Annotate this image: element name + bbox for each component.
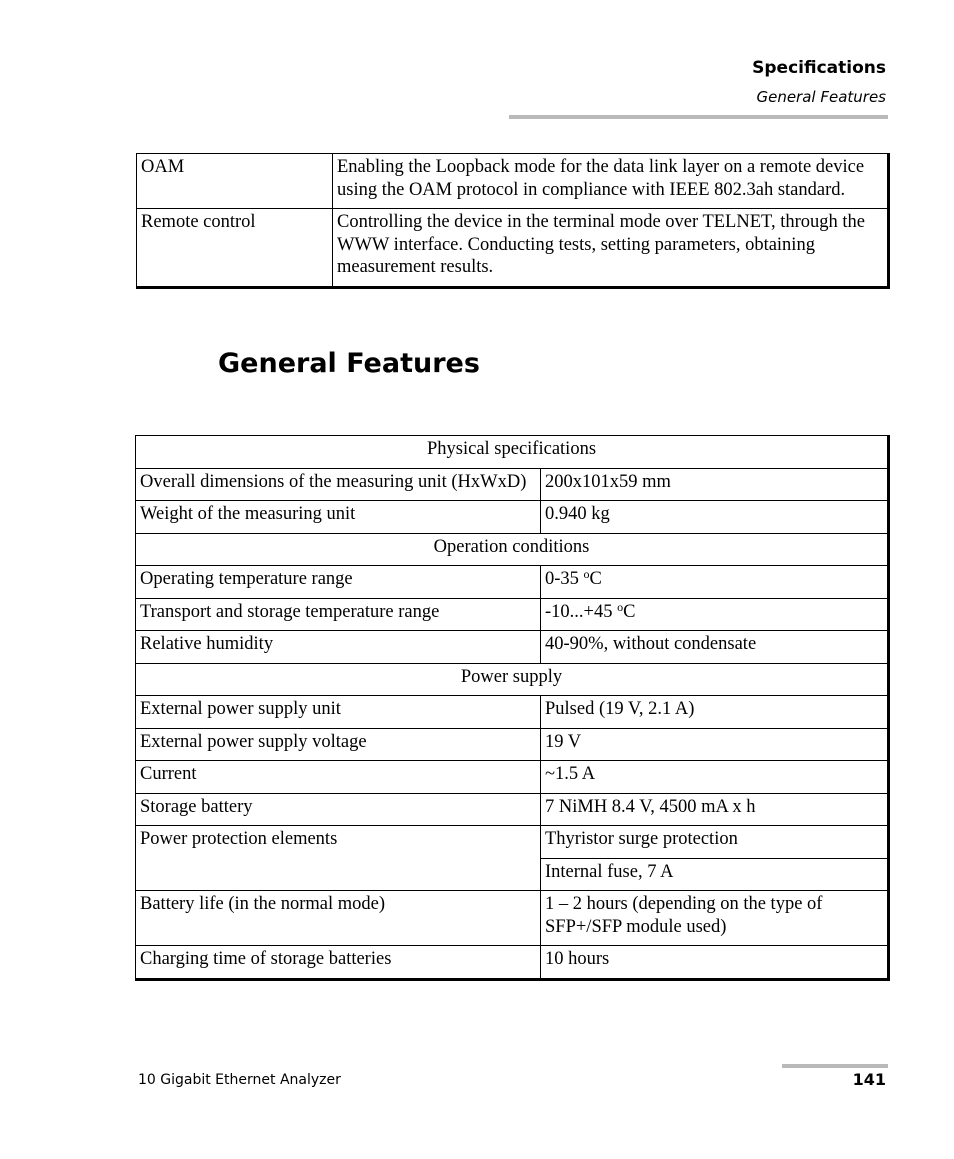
- table-row: [136, 696, 889, 729]
- table-row: [136, 728, 889, 761]
- table-group-header: [136, 663, 889, 696]
- operating-temperature-cell: [541, 566, 889, 599]
- external-power-unit-value: Pulsed (19 V, 2.1 A): [541, 696, 889, 729]
- battery-life-value: 1 – 2 hours (depending on the type of SFP+/SFP module used): [541, 891, 889, 946]
- transport-temperature-value: -10...+45: [545, 601, 613, 622]
- celsius-unit: C: [589, 569, 602, 589]
- table-row: [137, 209, 889, 288]
- table-group-header: [136, 436, 889, 469]
- transport-temperature-cell: [541, 598, 889, 631]
- table-row: [137, 154, 889, 209]
- physical-specifications-header: Physical specifications: [136, 436, 889, 469]
- operation-conditions-header: Operation conditions: [136, 533, 889, 566]
- general-features-table: [135, 435, 890, 981]
- external-power-unit-label: External power supply unit: [136, 696, 541, 729]
- charging-time-value: 10 hours: [541, 946, 889, 980]
- section-heading: General Features: [218, 348, 480, 379]
- storage-battery-label: Storage battery: [136, 793, 541, 826]
- transport-temperature-label: Transport and storage temperature range: [136, 598, 541, 631]
- degree-symbol: o: [617, 599, 624, 614]
- storage-battery-value: 7 NiMH 8.4 V, 4500 mA x h: [541, 793, 889, 826]
- table-row: [136, 631, 889, 664]
- table-row: [136, 501, 889, 534]
- table-row: [136, 761, 889, 794]
- degree-symbol: o: [583, 567, 590, 581]
- external-voltage-label: External power supply voltage: [136, 728, 541, 761]
- humidity-label: Relative humidity: [136, 631, 541, 664]
- feature-description: Enabling the Loopback mode for the data link layer on a remote device using the OAM protocol in compliance with IEEE 802.3ah standard.: [333, 154, 889, 209]
- weight-value: 0.940 kg: [541, 501, 889, 534]
- charging-time-label: Charging time of storage batteries: [136, 946, 541, 980]
- table-row: [136, 468, 889, 501]
- dimensions-label: Overall dimensions of the measuring unit (HxWxD): [136, 468, 541, 501]
- current-value: ~1.5 A: [541, 761, 889, 794]
- battery-life-label: Battery life (in the normal mode): [136, 891, 541, 946]
- table-row: [136, 826, 889, 859]
- feature-name: OAM: [137, 154, 333, 209]
- footer-divider: [782, 1064, 888, 1068]
- power-protection-label: Power protection elements: [136, 826, 541, 891]
- page-number: 141: [852, 1070, 886, 1089]
- operating-temperature-label: Operating temperature range: [136, 566, 541, 599]
- current-label: Current: [136, 761, 541, 794]
- feature-name: Remote control: [137, 209, 333, 288]
- feature-description: Controlling the device in the terminal mode over TELNET, through the WWW interface. Conducting tests, setting parameters, obtaining measurement results.: [333, 209, 889, 288]
- power-protection-value: Thyristor surge protection: [541, 826, 889, 859]
- running-header-section: General Features: [756, 88, 886, 106]
- table-row: [136, 566, 889, 599]
- power-protection-value: Internal fuse, 7 A: [541, 858, 889, 891]
- continued-features-table: [136, 153, 890, 289]
- table-row: [136, 598, 889, 631]
- table-row: [136, 891, 889, 946]
- power-supply-header: Power supply: [136, 663, 889, 696]
- celsius-unit: C: [623, 601, 636, 622]
- table-row: [136, 793, 889, 826]
- footer-product-name: 10 Gigabit Ethernet Analyzer: [138, 1072, 341, 1088]
- table-row: [136, 946, 889, 980]
- humidity-value: 40-90%, without condensate: [541, 631, 889, 664]
- header-divider: [509, 115, 888, 119]
- external-voltage-value: 19 V: [541, 728, 889, 761]
- dimensions-value: 200x101x59 mm: [541, 468, 889, 501]
- operating-temperature-value: 0-35: [545, 569, 579, 589]
- running-header-chapter: Specifications: [752, 58, 886, 78]
- weight-label: Weight of the measuring unit: [136, 501, 541, 534]
- table-group-header: [136, 533, 889, 566]
